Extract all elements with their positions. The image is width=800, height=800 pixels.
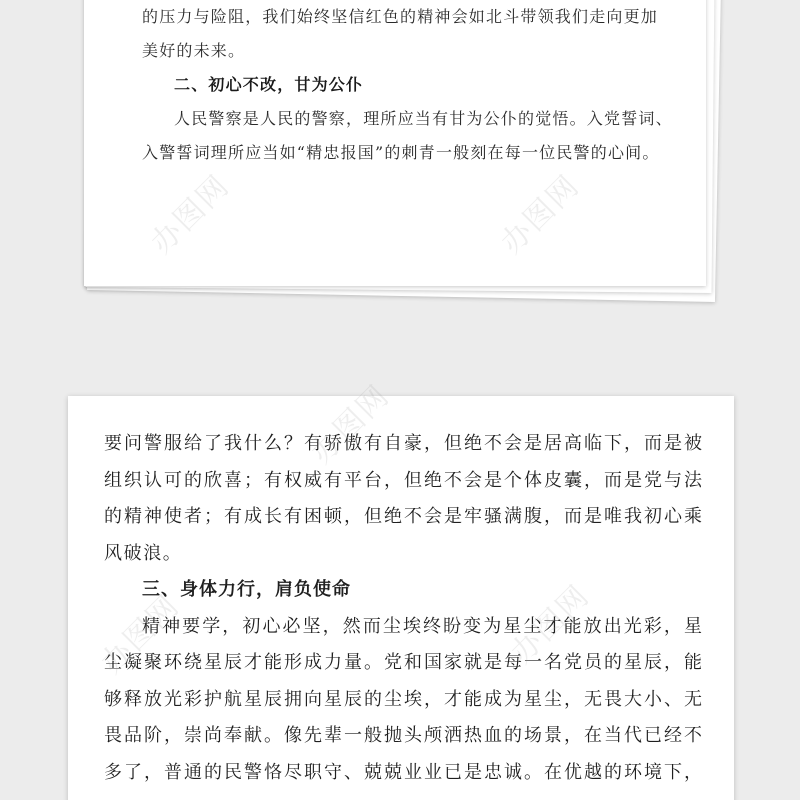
text-line: 要问警服给了我什么？有骄傲有自豪，但绝不会是居高临下，而是被	[104, 433, 702, 454]
section-heading-2: 二、初心不改，甘为公仆	[174, 75, 364, 94]
text-line: 的精神使者；有成长有困顿，但绝不会是牢骚满腹，而是唯我初心乘	[104, 506, 702, 527]
text-line: 够释放光彩护航星辰拥向星辰的尘埃，才能成为星尘，无畏大小、无	[104, 688, 702, 710]
bottom-page-text	[104, 426, 702, 791]
text-line: 风破浪。	[104, 542, 183, 564]
text-line: 组织认可的欣喜；有权威有平台，但绝不会是个体皮囊，而是党与法	[104, 469, 702, 491]
top-page-text	[142, 0, 682, 170]
section-heading-3: 三、身体力行，肩负使命	[142, 579, 351, 600]
text-line: 入警誓词理所应当如“精忠报国”的刺青一般刻在每一位民警的心间。	[142, 143, 660, 162]
text-line: 畏品阶，崇尚奉献。像先辈一般抛头颅洒热血的场景，在当代已经不	[104, 725, 702, 746]
text-line: 多了，普通的民警恪尽职守、兢兢业业已是忠诚。在优越的环境下，	[104, 761, 702, 783]
text-line: 美好的未来。	[142, 41, 246, 60]
text-line: 尘凝聚环绕星辰才能形成力量。党和国家就是每一名党员的星辰，能	[104, 652, 702, 673]
text-line: 的压力与险阻，我们始终坚信红色的精神会如北斗带领我们走向更加	[142, 7, 659, 26]
paragraph-start: 精神要学，初心必坚，然而尘埃终盼变为星尘才能放出光彩，星	[142, 615, 702, 637]
paragraph-start: 人民警察是人民的警察，理所应当有甘为公仆的觉悟。入党誓词、	[174, 109, 673, 128]
